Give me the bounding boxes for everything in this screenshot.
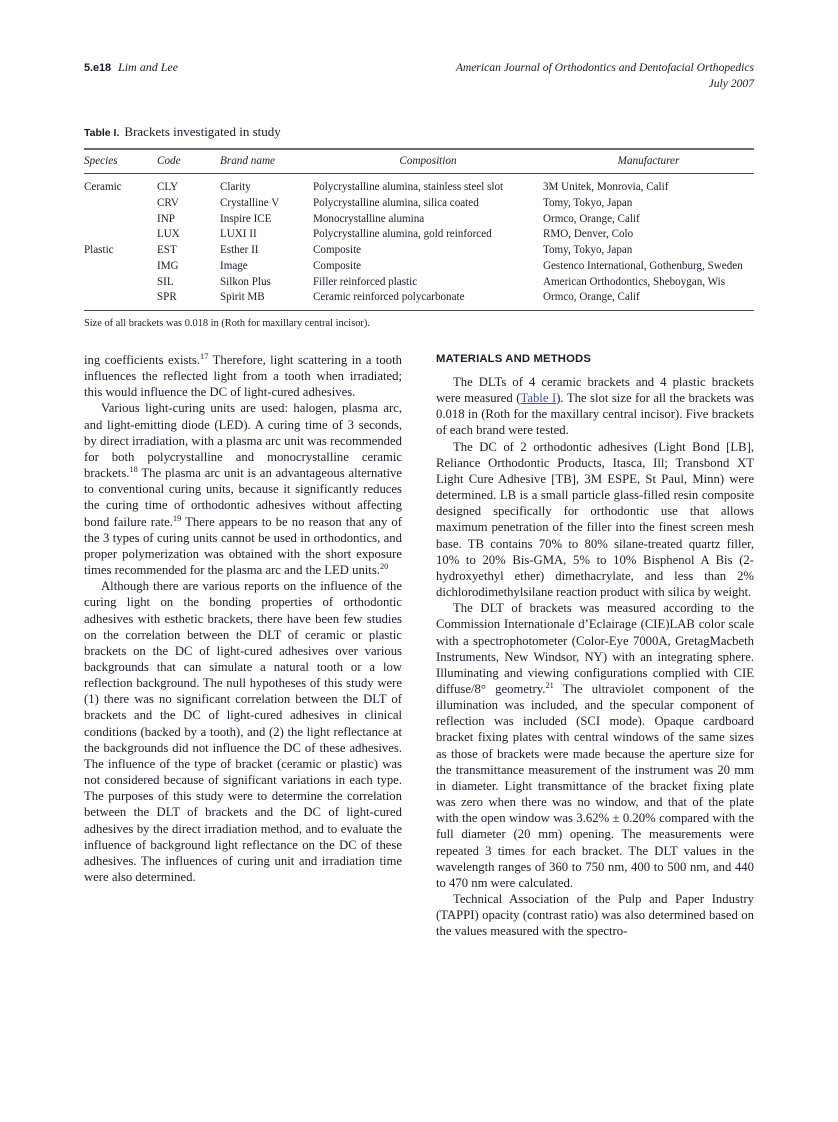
cell-species	[84, 258, 157, 274]
cell-manufacturer: Gestenco International, Gothenburg, Sweden	[543, 259, 743, 272]
para1-text-a: ing coefficients exists.	[84, 353, 201, 367]
cell-manufacturer: Tomy, Tokyo, Japan	[543, 196, 633, 209]
cell-species	[84, 274, 157, 290]
right-paragraph-3	[436, 600, 754, 891]
journal-title: American Journal of Orthodontics and Dentofacial Orthopedics	[455, 61, 754, 74]
table-row	[84, 258, 754, 274]
cell-composition: Filler reinforced plastic	[313, 275, 418, 288]
cell-manufacturer: Ormco, Orange, Calif	[543, 291, 640, 304]
table-row	[84, 195, 754, 211]
cell-code: INP	[157, 212, 175, 225]
table-row	[84, 227, 754, 243]
running-head-right	[456, 60, 754, 92]
section-heading-materials-and-methods: MATERIALS AND METHODS	[436, 353, 592, 365]
cell-code: CLY	[157, 181, 179, 193]
cell-code: EST	[157, 244, 177, 257]
table-row	[84, 243, 754, 259]
cell-composition: Monocrystalline alumina	[313, 212, 425, 225]
right-paragraph-4: Technical Association of the Pulp and Paper Industry (TAPPI) opacity (contrast ratio) was also determined based on the values measured with the spectro-	[436, 892, 754, 939]
cell-manufacturer: RMO, Denver, Colo	[543, 228, 634, 241]
right-paragraph-2: The DC of 2 orthodontic adhesives (Light Bond [LB], Reliance Orthodontic Products, Itasca, Ill; Transbond XT Light Cure Adhesive [TB], 3M ESPE, St Paul, Minn) were determined. LB is a small particle glass-filled resin composite designed specifically for orthodontic use that allows maximum penetration of the filler into the finest screen mesh base. TB contains 70% to 80% silane-treated quartz filler, 10% to 20% Bis-GMA, 5% to 10% Bisphenol A Bis (2-hydroxyethyl ether) dimethacrylate, and less than 2% dichlorodimethylsilane reaction product with silica by weight.	[436, 439, 754, 600]
table-label: Table I.	[84, 127, 120, 139]
cell-brand: Silkon Plus	[220, 275, 271, 288]
table-block	[84, 124, 754, 331]
right-para1-text-a: The DLTs of 4 ceramic brackets and 4 plastic brackets were measured (	[436, 375, 754, 406]
cell-brand: Clarity	[220, 181, 251, 193]
table-row	[84, 211, 754, 227]
cell-manufacturer: American Orthodontics, Sheboygan, Wis	[543, 275, 726, 288]
right-para3-text-b: The ultraviolet component of the illumination was included, and the specular component of reflection was included (SCI mode). Opaque cardboard bracket fixing plates with central windows of the same sizes as those of brackets were made because the aperture size for the transmittance measurement of the instrument was 20 mm in diameter. Light transmittance of the bracket fixing plate was zero when there was no window, and that of the plate with the open window was 3.62% ± 0.20% compared with the full diameter (20 mm) opening. The measurements were repeated 3 times for each bracket. The DLT values in the wavelength ranges of 360 to 750 nm, 400 to 500 nm, and 440 to 470 nm were calculated.	[436, 681, 754, 890]
citation-ref-17: 17	[200, 351, 209, 361]
table-row	[84, 174, 754, 196]
para2-text-c: There appears to be no reason that any of the 3 types of curing units cannot be used in orthodontics, and proper polymerization was obtained with the short exposure times recommended for the plasma arc and the LED units.	[84, 514, 402, 578]
running-head	[84, 60, 754, 100]
cell-code: CRV	[157, 196, 179, 209]
cell-code: SPR	[157, 291, 177, 304]
cell-species	[84, 227, 157, 243]
cell-composition: Polycrystalline alumina, gold reinforced	[313, 228, 492, 241]
para2-text-a: Various light-curing units are used: halogen, plasma arc, and light-emitting diode (LED). A curing time of 3 seconds, by direct irradiation, with a plasma arc unit was recommended for both polycrystalline and monocrystalline ceramic brackets.	[84, 401, 402, 481]
right-para1-text-b: ). The slot size for all the brackets was 0.018 in (Roth for the maxillary central incisor). Five brackets of each brand were tested.	[436, 391, 754, 438]
para1-text-b: Therefore, light scattering in a tooth influences the reflected light from a tooth when irradiated; this would influence the DC of light-cured adhesives.	[84, 353, 402, 400]
citation-ref-21: 21	[545, 680, 554, 690]
cell-code: SIL	[157, 275, 174, 288]
table-i-cross-reference-link[interactable]: Table I	[520, 391, 557, 406]
table-footnote: Size of all brackets was 0.018 in (Roth for maxillary central incisor).	[84, 318, 370, 330]
cell-brand: Image	[220, 259, 248, 272]
page-folio: 5.e18	[84, 62, 112, 74]
cell-manufacturer: 3M Unitek, Monrovia, Calif	[543, 181, 669, 193]
table-header	[84, 149, 754, 174]
cell-species: Ceramic	[84, 181, 122, 193]
column-header-code: Code	[157, 149, 220, 174]
cell-composition: Composite	[313, 244, 362, 257]
table-header-row	[84, 149, 754, 174]
right-column	[436, 352, 754, 939]
citation-ref-19: 19	[172, 513, 182, 523]
column-header-composition: Composition	[313, 149, 543, 174]
left-column	[84, 352, 402, 885]
cell-code: LUX	[157, 228, 180, 241]
cell-composition: Polycrystalline alumina, silica coated	[313, 196, 479, 209]
issue-date: July 2007	[708, 77, 754, 90]
cell-species	[84, 290, 157, 310]
cell-brand: LUXI II	[220, 228, 257, 241]
column-header-species: Species	[84, 149, 157, 174]
cell-species	[84, 195, 157, 211]
cell-composition: Composite	[313, 259, 362, 272]
cell-species	[84, 211, 157, 227]
table-caption	[84, 124, 754, 141]
left-paragraph-2	[84, 400, 402, 578]
left-paragraph-3: Although there are various reports on the influence of the curing light on the bonding properties of orthodontic adhesives with esthetic brackets, there have been few studies on the correlation between the DLT of ceramic or plastic brackets on the DC of light-cured adhesives over various backgrounds that can simulate a natural tooth or a low reflection background. The null hypotheses of this study were (1) there was no significant correlation between the DLT of brackets and the DC of light-cured adhesives in clinical conditions (backed by a tooth), and (2) the light reflectance at the backgrounds did not influence the DC of these adhesives. The influence of the type of bracket (ceramic or plastic) was not considered because of significant variations in each type. The purposes of this study were to determine the correlation between the DLT of brackets and the DC of light-cured adhesives by the direct irradiation method, and to evaluate the influence of background light reflectance on the DC of these adhesives. The influences of curing unit and irradiation time were also determined.	[84, 579, 402, 884]
cell-species: Plastic	[84, 244, 114, 257]
cell-composition: Polycrystalline alumina, stainless steel slot	[313, 181, 504, 193]
cell-composition: Ceramic reinforced polycarbonate	[313, 291, 465, 304]
column-header-manufacturer: Manufacturer	[543, 149, 754, 174]
right-paragraph-1	[436, 374, 754, 439]
citation-ref-20: 20	[379, 561, 389, 571]
running-head-authors: Lim and Lee	[118, 60, 179, 74]
cell-manufacturer: Ormco, Orange, Calif	[543, 212, 640, 225]
running-head-left	[84, 60, 178, 76]
cell-brand: Esther II	[220, 244, 259, 257]
cell-brand: Spirit MB	[220, 291, 265, 304]
cell-code: IMG	[157, 259, 179, 272]
body-columns	[84, 352, 754, 1092]
para2-text-b: The plasma arc unit is an advantageous alternative to conventional curing units, because it significantly reduces the curing time of orthodontic adhesives without affecting bond failure rate.	[84, 466, 402, 529]
cell-brand: Crystalline V	[220, 196, 280, 209]
right-para3-text-a: The DLT of brackets was measured according to the Commission Internationale d’Eclairage (CIE)LAB color scale with a spectrophotometer (Color-Eye 7000A, GretagMacbeth Instruments, New Windsor, NY) with an integrating sphere. Illuminating and viewing configurations complied with CIE diffuse/8° geometry.	[436, 601, 754, 696]
brackets-table	[84, 148, 754, 310]
table-body	[84, 174, 754, 311]
citation-ref-18: 18	[129, 464, 138, 474]
table-row	[84, 290, 754, 310]
table-caption-text: Brackets investigated in study	[124, 124, 281, 139]
cell-brand: Inspire ICE	[220, 212, 272, 225]
table-row	[84, 274, 754, 290]
cell-manufacturer: Tomy, Tokyo, Japan	[543, 244, 633, 257]
column-header-brand-name: Brand name	[220, 149, 313, 174]
left-paragraph-1	[84, 352, 402, 400]
